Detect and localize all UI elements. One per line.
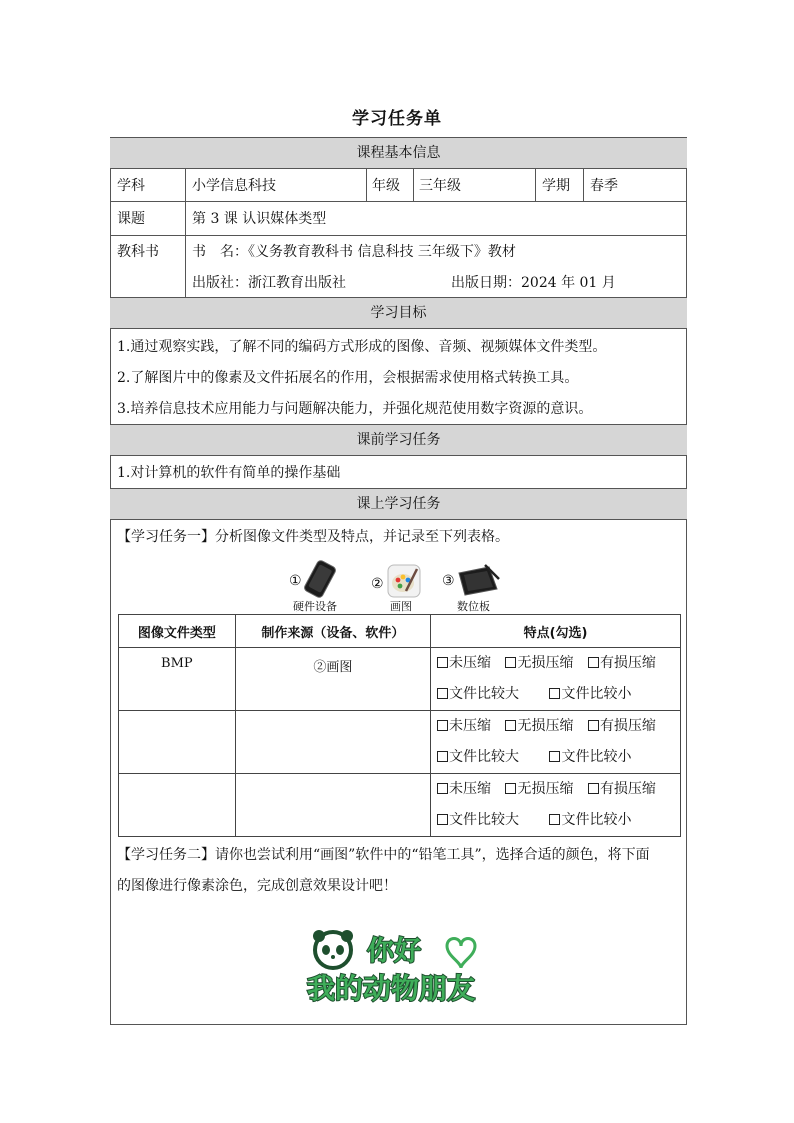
task1-instruction: 【学习任务一】分析图像文件类型及特点，并记录至下列表格。 (117, 529, 509, 545)
checkbox[interactable] (505, 783, 516, 794)
publish-date: 出版日期：2024 年 01 月 (451, 275, 616, 291)
section-header-pre: 课前学习任务 (110, 424, 687, 456)
task2-instruction-cont: 的图像进行像素涂色，完成创意效果设计吧！ (117, 878, 397, 894)
table-row (119, 774, 681, 837)
tablet-icon (455, 563, 501, 599)
cell-source[interactable] (235, 711, 430, 774)
checkbox[interactable] (437, 751, 448, 762)
paint-icon (386, 563, 422, 599)
cell-type[interactable] (119, 774, 236, 837)
icon-num: ③ (442, 573, 455, 589)
checkbox-option[interactable]: 文件比较小 (549, 742, 631, 773)
checkbox-option[interactable]: 无损压缩 (505, 648, 573, 679)
icon-num: ② (371, 576, 384, 592)
page-title: 学习任务单 (352, 109, 442, 129)
divider (413, 169, 414, 201)
art-text-friends: 我的动物朋友 (307, 972, 476, 1005)
checkbox[interactable] (588, 783, 599, 794)
table-row (119, 648, 681, 711)
checkbox-option[interactable]: 文件比较小 (549, 805, 631, 836)
divider (583, 169, 584, 201)
divider (110, 201, 687, 202)
pre-task-item: 1.对计算机的软件有简单的操作基础 (117, 465, 341, 481)
cell-features (431, 648, 681, 711)
goal-item: 2.了解图片中的像素及文件拓展名的作用，会根据需求使用格式转换工具。 (117, 370, 579, 386)
section-header-basic: 课程基本信息 (110, 137, 687, 169)
checkbox[interactable] (549, 751, 560, 762)
section-header-class: 课上学习任务 (110, 488, 687, 520)
cell-source[interactable] (235, 774, 430, 837)
cell-source[interactable]: ②画图 (235, 648, 430, 711)
checkbox-option[interactable]: 有损压缩 (588, 648, 656, 679)
icon-caption: 数位板 (457, 600, 490, 613)
cell-type[interactable]: BMP (119, 648, 236, 711)
checkbox-option[interactable]: 文件比较大 (437, 742, 519, 773)
phone-icon (300, 558, 344, 598)
checkbox[interactable] (437, 783, 448, 794)
checkbox[interactable] (437, 814, 448, 825)
checkbox-option[interactable]: 无损压缩 (505, 774, 573, 805)
goal-item: 1.通过观察实践，了解不同的编码方式形成的图像、音频、视频媒体文件类型。 (117, 339, 607, 355)
divider (110, 235, 687, 236)
topic-label: 课题 (117, 211, 145, 227)
checkbox[interactable] (437, 657, 448, 668)
subject-value: 小学信息科技 (192, 178, 276, 194)
checkbox-option[interactable]: 文件比较小 (549, 679, 631, 710)
goal-item: 3.培养信息技术应用能力与问题解决能力，并强化规范使用数字资源的意识。 (117, 401, 593, 417)
section-header-goals: 学习目标 (110, 297, 687, 329)
checkbox-option[interactable]: 未压缩 (437, 648, 491, 679)
column-header-features: 特点(勾选) (431, 615, 681, 648)
cell-features (431, 774, 681, 837)
table-row (119, 711, 681, 774)
publisher: 出版社：浙江教育出版社 (192, 275, 346, 291)
column-header-type: 图像文件类型 (119, 615, 236, 648)
icon-caption: 画图 (390, 600, 412, 613)
icon-caption: 硬件设备 (293, 600, 337, 613)
checkbox[interactable] (588, 720, 599, 731)
checkbox[interactable] (549, 814, 560, 825)
checkbox[interactable] (437, 720, 448, 731)
checkbox-option[interactable]: 有损压缩 (588, 711, 656, 742)
greeting-artwork[interactable] (305, 928, 495, 1006)
checkbox-option[interactable]: 无损压缩 (505, 711, 573, 742)
image-type-table (118, 614, 681, 837)
column-header-source: 制作来源（设备、软件） (235, 615, 430, 648)
checkbox[interactable] (549, 688, 560, 699)
checkbox-option[interactable]: 文件比较大 (437, 805, 519, 836)
checkbox[interactable] (437, 688, 448, 699)
textbook-name: 书 名：《义务教育教科书 信息科技 三年级下》教材 (192, 244, 516, 260)
subject-label: 学科 (117, 178, 145, 194)
checkbox[interactable] (588, 657, 599, 668)
task2-instruction: 【学习任务二】请你也尝试利用“画图”软件中的“铅笔工具”，选择合适的颜色，将下面 (117, 847, 650, 863)
checkbox-option[interactable]: 文件比较大 (437, 679, 519, 710)
term-value: 春季 (590, 178, 618, 194)
icon-num: ① (289, 573, 302, 589)
cell-type[interactable] (119, 711, 236, 774)
divider (535, 169, 536, 201)
checkbox-option[interactable]: 未压缩 (437, 711, 491, 742)
checkbox[interactable] (505, 720, 516, 731)
checkbox-option[interactable]: 有损压缩 (588, 774, 656, 805)
grade-value: 三年级 (419, 178, 461, 194)
topic-value: 第 3 课 认识媒体类型 (192, 211, 327, 227)
term-label: 学期 (542, 178, 570, 194)
divider (366, 169, 367, 201)
textbook-label: 教科书 (117, 244, 159, 260)
divider (185, 169, 186, 297)
checkbox-option[interactable]: 未压缩 (437, 774, 491, 805)
art-text-hello: 你好 (367, 936, 421, 967)
cell-features (431, 711, 681, 774)
grade-label: 年级 (372, 178, 400, 194)
checkbox[interactable] (505, 657, 516, 668)
